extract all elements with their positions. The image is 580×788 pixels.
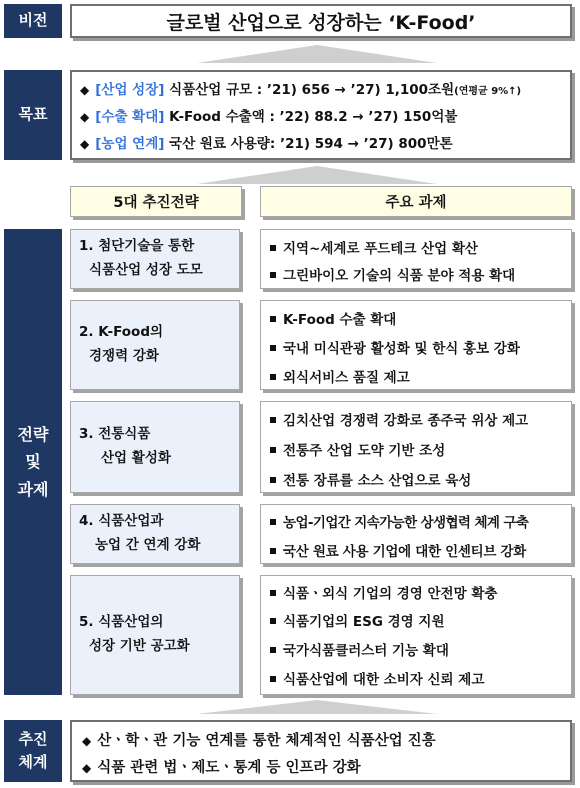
strategy-1: 1. 첨단기술을 통한 식품산업 성장 도모: [70, 229, 240, 289]
strategy-4: 4. 식품산업과 농업 간 연계 강화: [70, 504, 240, 564]
task-item: 국산 원료 사용 기업에 대한 인센티브 강화: [270, 540, 526, 560]
square-bullet-icon: [270, 647, 276, 653]
promotion-box: [70, 720, 572, 782]
strategy-3: 3. 전통식품 산업 활성화: [70, 401, 240, 493]
goal-item-agriculture: ◆ [농업 연계] 국산 원료 사용량: ’21) 594 → ’27) 800만톤: [80, 136, 453, 152]
arrow-up-3: [197, 700, 437, 714]
vision-label: 비전: [4, 4, 62, 38]
task-item: K-Food 수출 확대: [270, 308, 396, 328]
goal-item-industry: ◆ [산업 성장] 식품산업 규모 : ’21) 656 → ’27) 1,100조원(연평균 9%↑): [80, 82, 522, 98]
tasks-group-1: [260, 229, 572, 289]
diamond-bullet-icon: ◆: [82, 734, 92, 748]
vision-text: 글로벌 산업으로 성장하는 ‘K-Food’: [166, 11, 476, 34]
square-bullet-icon: [270, 245, 276, 251]
strategy-2: 2. K-Food의 경쟁력 강화: [70, 300, 240, 390]
task-item: 농업-기업간 지속가능한 상생협력 체계 구축: [270, 511, 528, 531]
task-item: 식품기업의 ESG 경영 지원: [270, 610, 445, 630]
task-item: 외식서비스 품질 제고: [270, 366, 410, 386]
tasks-group-4: [260, 504, 572, 564]
square-bullet-icon: [270, 272, 276, 278]
square-bullet-icon: [270, 590, 276, 596]
square-bullet-icon: [270, 417, 276, 423]
task-item: 전통주 산업 도약 기반 조성: [270, 439, 445, 459]
square-bullet-icon: [270, 447, 276, 453]
tasks-group-2: [260, 300, 572, 390]
task-item: 김치산업 경쟁력 강화로 종주국 위상 제고: [270, 409, 528, 429]
task-item: 국내 미식관광 활성화 및 한식 홍보 강화: [270, 337, 520, 357]
task-item: 그린바이오 기술의 식품 분야 적용 확대: [270, 264, 515, 284]
vision-box: [70, 4, 572, 38]
task-item: 식품ㆍ외식 기업의 경영 안전망 확충: [270, 582, 497, 602]
arrow-up-2: [197, 166, 437, 184]
diamond-bullet-icon: ◆: [80, 83, 90, 97]
diamond-bullet-icon: ◆: [82, 761, 92, 775]
tasks-header: 주요 과제: [260, 186, 572, 217]
square-bullet-icon: [270, 345, 276, 351]
square-bullet-icon: [270, 316, 276, 322]
tasks-group-3: [260, 401, 572, 493]
promotion-item: ◆ 산ㆍ학ㆍ관 기능 연계를 통한 체계적인 식품산업 진흥: [82, 733, 436, 749]
square-bullet-icon: [270, 374, 276, 380]
goal-box: [70, 70, 572, 160]
strategy-header: 5대 추진전략: [70, 186, 242, 217]
square-bullet-icon: [270, 618, 276, 624]
goal-label: 목표: [4, 70, 62, 160]
arrow-up-1: [197, 45, 437, 63]
promotion-label: 추진 체계: [4, 720, 62, 782]
goal-item-export: ◆ [수출 확대] K-Food 수출액 : ’22) 88.2 → ’27) 150억불: [80, 109, 458, 125]
square-bullet-icon: [270, 477, 276, 483]
task-item: 지역~세계로 푸드테크 산업 확산: [270, 237, 478, 257]
strategies-label: 전략 및 과제: [4, 229, 62, 695]
square-bullet-icon: [270, 676, 276, 682]
square-bullet-icon: [270, 548, 276, 554]
task-item: 전통 장류를 소스 산업으로 육성: [270, 469, 471, 489]
task-item: 식품산업에 대한 소비자 신뢰 제고: [270, 668, 484, 688]
diamond-bullet-icon: ◆: [80, 137, 90, 151]
tasks-group-5: [260, 575, 572, 695]
square-bullet-icon: [270, 519, 276, 525]
diamond-bullet-icon: ◆: [80, 110, 90, 124]
promotion-item: ◆ 식품 관련 법ㆍ제도ㆍ통계 등 인프라 강화: [82, 760, 361, 776]
task-item: 국가식품클러스터 기능 확대: [270, 639, 449, 659]
strategy-5: 5. 식품산업의 성장 기반 공고화: [70, 575, 240, 695]
